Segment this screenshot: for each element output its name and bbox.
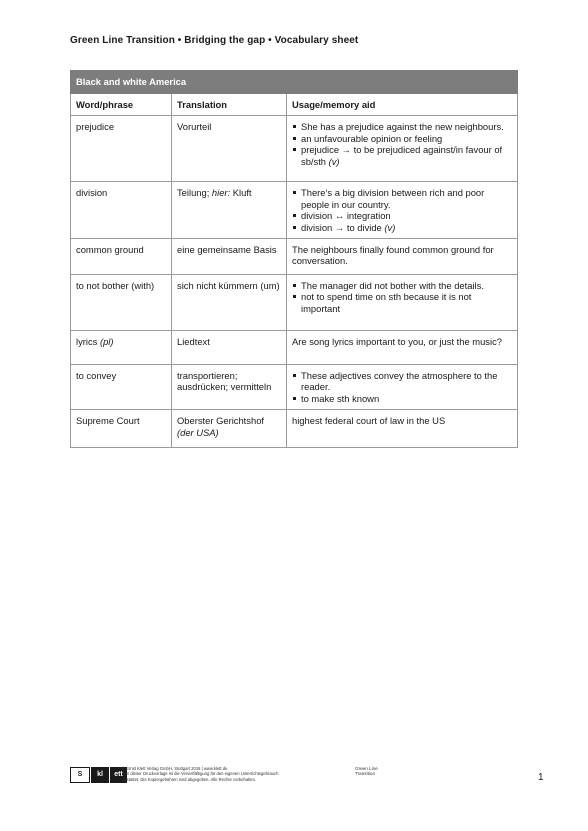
table-header-row: [71, 94, 518, 116]
usage-cell: highest federal court of law in the US: [287, 410, 518, 448]
word-cell: to not bother (with): [71, 275, 172, 331]
word-cell: to convey: [71, 365, 172, 410]
table-row: [71, 239, 518, 275]
word-cell: Supreme Court: [71, 410, 172, 448]
column-header-translation: Translation: [172, 94, 287, 116]
usage-list: [292, 187, 512, 233]
copyright-line: © Ernst Klett Verlag GmbH, Stuttgart 2018 | www.klett.de: [122, 766, 228, 771]
usage-item: [292, 222, 512, 233]
translation-text: Teilung;: [177, 187, 212, 199]
usage-item: These adjectives convey the atmosphere to the reader.: [292, 370, 512, 393]
usage-item: She has a prejudice against the new neighbours.: [292, 121, 512, 132]
column-header-word: Word/phrase: [71, 94, 172, 116]
copyright-line: Von dieser Druckvorlage ist die Vervielfältigung für den eigenen Unterrichtsgebrauch: [122, 771, 279, 777]
translation-cell: transportieren; ausdrücken; vermitteln: [172, 365, 287, 410]
page-footer: [70, 765, 548, 795]
section-title: Black and white America: [71, 71, 518, 94]
table-row: [71, 275, 518, 331]
word-cell: prejudice: [71, 116, 172, 182]
word-em: (pl): [99, 336, 114, 348]
series-label: [355, 766, 378, 777]
usage-text: division → to divide: [301, 221, 382, 233]
translation-cell: sich nicht kümmern (um): [172, 275, 287, 331]
usage-item: division ↔ integration: [292, 210, 512, 221]
publisher-logo: [70, 767, 127, 783]
translation-text: Oberster Gerichtshof: [177, 415, 265, 427]
usage-cell: Are song lyrics important to you, or just the music?: [287, 331, 518, 365]
vocabulary-table: [70, 70, 518, 448]
translation-text: Kluft: [230, 187, 252, 199]
table-row: [71, 410, 518, 448]
usage-em: (v): [384, 221, 396, 233]
usage-item: [292, 144, 512, 167]
usage-list: [292, 121, 512, 167]
table-row: [71, 365, 518, 410]
translation-em: (der USA): [177, 426, 219, 438]
usage-item: not to spend time on sth because it is not important: [292, 291, 512, 314]
translation-cell: [172, 182, 287, 239]
translation-em: hier:: [211, 187, 231, 199]
logo-mark: ett: [110, 767, 127, 783]
table-row: [71, 182, 518, 239]
usage-item: an unfavourable opinion or feeling: [292, 133, 512, 144]
table-row: [71, 331, 518, 365]
usage-item: to make sth known: [292, 393, 512, 404]
usage-text: prejudice → to be prejudiced against/in favour of sb/sth: [301, 144, 503, 167]
usage-item: The manager did not bother with the details.: [292, 280, 512, 291]
usage-cell: [287, 182, 518, 239]
usage-cell: The neighbours finally found common ground for conversation.: [287, 239, 518, 275]
word-text: lyrics: [76, 336, 98, 348]
page-number: 1: [538, 772, 544, 783]
logo-mark: S: [70, 767, 90, 783]
word-cell: [71, 331, 172, 365]
translation-cell: [172, 410, 287, 448]
usage-cell: [287, 116, 518, 182]
usage-em: (v): [328, 155, 340, 167]
table-section-row: [71, 71, 518, 94]
column-header-usage: Usage/memory aid: [287, 94, 518, 116]
series-line: Green Line: [355, 766, 378, 771]
translation-cell: Liedtext: [172, 331, 287, 365]
translation-cell: Vorurteil: [172, 116, 287, 182]
usage-list: [292, 370, 512, 404]
translation-cell: eine gemeinsame Basis: [172, 239, 287, 275]
table-row: [71, 116, 518, 182]
usage-cell: [287, 275, 518, 331]
series-line: Transition: [355, 771, 375, 777]
usage-list: [292, 280, 512, 314]
word-cell: common ground: [71, 239, 172, 275]
page-title: Green Line Transition • Bridging the gap • Vocabulary sheet: [70, 35, 359, 46]
word-cell: division: [71, 182, 172, 239]
copyright-line: gestattet. Die Kopiergebühren sind abgegolten. Alle Rechte vorbehalten.: [122, 776, 257, 782]
usage-item: There’s a big division between rich and poor people in our country.: [292, 187, 512, 210]
logo-mark: kl: [91, 767, 109, 783]
usage-cell: [287, 365, 518, 410]
copyright-notice: [122, 766, 337, 782]
